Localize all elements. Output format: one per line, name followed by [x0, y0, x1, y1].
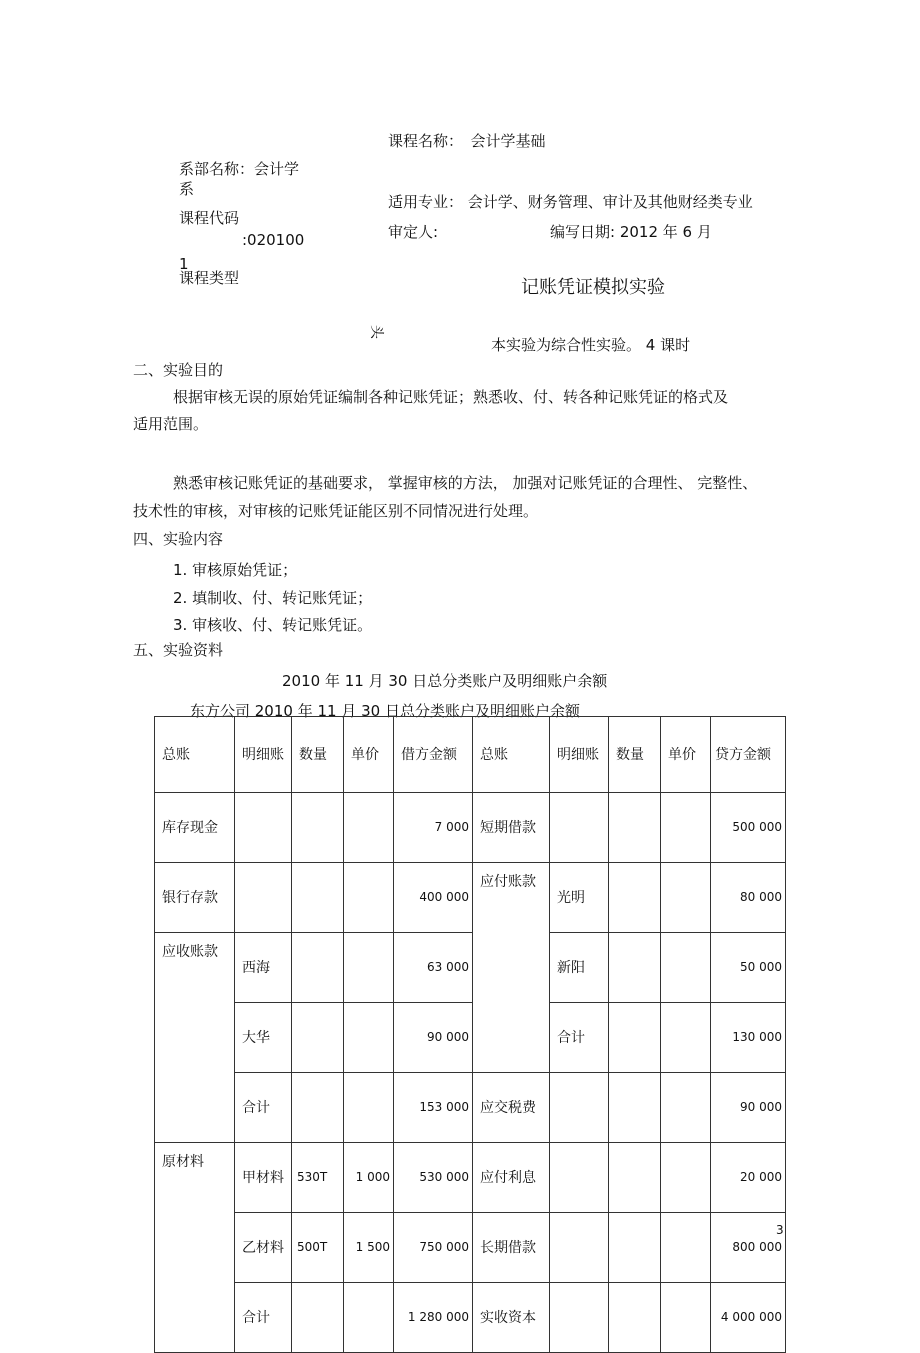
account-payable: 应付账款 — [473, 862, 550, 1072]
table-row — [155, 862, 786, 932]
header-cell: 数量 — [292, 717, 344, 793]
header-cell: 借方金额 — [394, 717, 473, 793]
ledger-balance-table — [154, 716, 786, 1353]
payable-total: 合计 — [550, 1002, 609, 1072]
applicable-majors: 适用专业： 会计学、财务管理、审计及其他财经类专业 — [388, 193, 753, 211]
material-total: 合计 — [235, 1282, 292, 1352]
table-row — [155, 1282, 786, 1352]
header-cell: 单价 — [661, 717, 711, 793]
header-cell: 数量 — [609, 717, 661, 793]
course-code-label: 课程代码 — [179, 209, 240, 227]
compile-date: 编写日期: 2012 年 6 月 — [550, 223, 712, 241]
amount-payable-total: 130 000 — [711, 1002, 786, 1072]
account-cash: 库存现金 — [155, 792, 235, 862]
payable-xinyang: 新阳 — [550, 932, 609, 1002]
reviewer-label: 审定人: — [388, 223, 439, 241]
receivable-dahua: 大华 — [235, 1002, 292, 1072]
account-receivable: 应收账款 — [155, 932, 235, 1142]
amount-short-term-loan: 500 000 — [711, 792, 786, 862]
table-row — [155, 932, 786, 1002]
course-name: 课程名称： 会计学基础 — [388, 132, 546, 150]
header-cell: 贷方金额 — [711, 717, 786, 793]
amount-tax: 90 000 — [711, 1072, 786, 1142]
account-long-term-loan: 长期借款 — [473, 1212, 550, 1282]
amount-dahua: 90 000 — [394, 1002, 473, 1072]
course-type-cropped: 课程类型 — [179, 269, 240, 287]
department-line1: 系部名称：会计学 — [179, 160, 300, 178]
content-heading: 四、实验内容 — [133, 530, 224, 548]
amount-interest: 20 000 — [711, 1142, 786, 1212]
course-code-value: :020100 — [242, 231, 305, 249]
account-short-term-loan: 短期借款 — [473, 792, 550, 862]
table-row — [155, 1072, 786, 1142]
content-item-3: 3. 审核收、付、转记账凭证。 — [173, 616, 373, 634]
account-paid-in-capital: 实收资本 — [473, 1282, 550, 1352]
amount-xinyang: 50 000 — [711, 932, 786, 1002]
amount-long-term-loan: 800 000 — [711, 1212, 786, 1282]
amount-receivable-total: 153 000 — [394, 1072, 473, 1142]
amount-cash: 7 000 — [394, 792, 473, 862]
header-cell: 总账 — [473, 717, 550, 793]
account-raw-materials: 原材料 — [155, 1142, 235, 1352]
table-row — [155, 1212, 786, 1282]
purpose-paragraph1-line2: 适用范围。 — [133, 415, 209, 433]
header-cell: 明细账 — [235, 717, 292, 793]
purpose-paragraph2-line2: 技术性的审核，对审核的记账凭证能区别不同情况进行处理。 — [133, 502, 539, 520]
material-b: 乙材料 — [235, 1212, 292, 1282]
stray-glyph: 头 — [368, 325, 384, 339]
payable-guangming: 光明 — [550, 862, 609, 932]
header-cell: 总账 — [155, 717, 235, 793]
table-caption: 2010 年 11 月 30 日总分类账户及明细账户余额 — [282, 672, 608, 690]
table-row — [155, 1142, 786, 1212]
account-interest: 应付利息 — [473, 1142, 550, 1212]
amount-bank: 400 000 — [394, 862, 473, 932]
amount-material-total: 1 280 000 — [394, 1282, 473, 1352]
amount-guangming: 80 000 — [711, 862, 786, 932]
purpose-heading: 二、实验目的 — [133, 361, 224, 379]
table-row — [155, 1002, 786, 1072]
amount-xihai: 63 000 — [394, 932, 473, 1002]
amount-paid-in-capital: 4 000 000 — [711, 1282, 786, 1352]
material-a-price: 1 000 — [344, 1142, 394, 1212]
amount-material-b: 750 000 — [394, 1212, 473, 1282]
material-b-qty: 500T — [292, 1212, 344, 1282]
content-item-2: 2. 填制收、付、转记账凭证； — [173, 589, 373, 607]
table-row — [155, 792, 786, 862]
purpose-paragraph2-line1: 熟悉审核记账凭证的基础要求， 掌握审核的方法， 加强对记账凭证的合理性、 完整性、 — [173, 474, 758, 492]
receivable-xihai: 西海 — [235, 932, 292, 1002]
material-heading: 五、实验资料 — [133, 641, 224, 659]
amount-material-a: 530 000 — [394, 1142, 473, 1212]
material-a: 甲材料 — [235, 1142, 292, 1212]
material-b-price: 1 500 — [344, 1212, 394, 1282]
header-cell: 明细账 — [550, 717, 609, 793]
header-cell: 单价 — [344, 717, 394, 793]
material-a-qty: 530T — [292, 1142, 344, 1212]
course-code-tail: 1 — [179, 255, 189, 273]
experiment-nature: 本实验为综合性实验。 4 课时 — [491, 336, 691, 354]
department-line2: 系 — [179, 180, 195, 198]
account-bank: 银行存款 — [155, 862, 235, 932]
account-tax: 应交税费 — [473, 1072, 550, 1142]
table-caption-company: 东方公司 2010 年 11 月 30 日总分类账户及明细账户余额 — [190, 702, 580, 720]
table-header-row — [155, 717, 786, 793]
experiment-title: 记账凭证模拟实验 — [521, 277, 665, 298]
receivable-total: 合计 — [235, 1072, 292, 1142]
content-item-1: 1. 审核原始凭证； — [173, 561, 298, 579]
page-number: 3 — [776, 1223, 784, 1237]
purpose-paragraph1-line1: 根据审核无误的原始凭证编制各种记账凭证；熟悉收、付、转各种记账凭证的格式及 — [173, 388, 729, 406]
